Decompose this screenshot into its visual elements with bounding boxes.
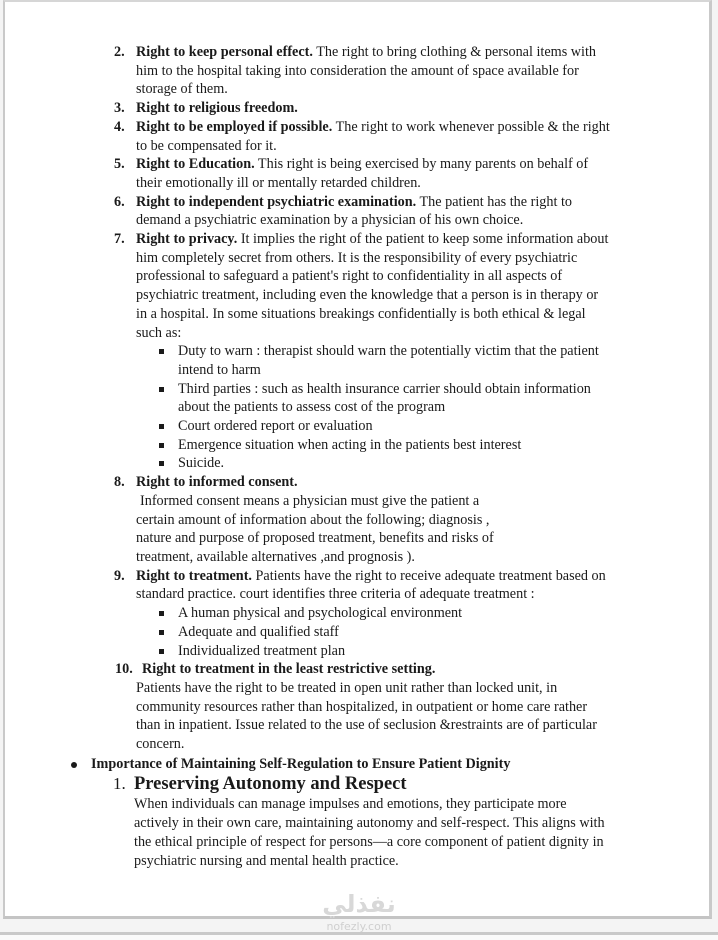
round-bullet-icon: [71, 762, 77, 768]
item-line: storage of them.: [136, 81, 228, 98]
item-title: Right to informed consent.: [136, 474, 298, 491]
item-number: 4.: [114, 118, 125, 135]
right-item-7: [5, 230, 714, 342]
item-title: Right to Education.: [136, 156, 255, 173]
item-line: Right to Education. This right is being exercised by many parents on behalf of: [136, 156, 589, 173]
item-line: Right to keep personal effect. The right to bring clothing & personal items with: [136, 44, 596, 60]
least-restrictive-paragraph: Patients have the right to be treated in open unit rather than locked unit, in community resources rather than hospitalized, in outpatient or home care rather than in inpatient. Issue related to the use of seclusion &restraints are of particular concern.: [136, 679, 597, 753]
square-bullet-icon: [159, 630, 164, 635]
item-line: [136, 99, 688, 118]
watermark-url: nofezly.com: [326, 920, 392, 933]
right-item-10: [5, 660, 714, 679]
sub-bullet-item: Third parties : such as health insurance carrier should obtain information about the patients to assess cost of the program: [5, 380, 714, 417]
item-line: Right to privacy. It implies the right of the patient to keep some information about: [136, 231, 609, 248]
item-line: Right to independent psychiatric examination. The patient has the right to: [136, 193, 572, 210]
item-line: Right to treatment. Patients have the right to receive adequate treatment based on: [136, 567, 606, 584]
section-heading: Importance of Maintaining Self-Regulation to Ensure Patient Dignity: [5, 755, 714, 774]
informed-consent-paragraph: Informed consent means a physician must give the patient a certain amount of information about the following; diagnosis , nature and purpose of proposed treatment, benefits and risks of treatment, available alternatives ,and prognosis ).: [136, 492, 494, 565]
right-item-2: [5, 43, 714, 99]
right-item-3: [5, 99, 714, 118]
sub-bullet-item: Court ordered report or evaluation: [5, 417, 714, 436]
subsection-number: 1.: [113, 774, 126, 794]
item-line: [136, 473, 688, 492]
sub-bullet-item: A human physical and psychological environment: [5, 604, 714, 623]
item-line: [136, 660, 688, 679]
square-bullet-icon: [159, 349, 164, 354]
item-title: Right to treatment.: [136, 567, 252, 584]
square-bullet-icon: [159, 424, 164, 429]
item-line: such as:: [136, 324, 182, 341]
sub-bullet-item: Emergence situation when acting in the patients best interest: [5, 436, 714, 455]
square-bullet-icon: [159, 387, 164, 392]
subsection-title: 1. Preserving Autonomy and Respect: [113, 774, 407, 795]
item-line: psychiatric treatment, including even the knowledge that a person is in therapy or: [136, 287, 599, 304]
item-number: 7.: [114, 231, 125, 248]
item-line: him to the hospital taking into consideration the amount of space available for: [136, 62, 579, 79]
item-number: 9.: [114, 567, 125, 584]
item-number: 10.: [115, 661, 133, 678]
square-bullet-icon: [159, 649, 164, 654]
item-line: him completely secret from others. It is the responsibility of every psychiatric: [136, 249, 578, 266]
sub-bullet-item: Adequate and qualified staff: [5, 623, 714, 642]
item-line: professional to safeguard a patient's right to confidentiality in all aspects of: [136, 268, 563, 285]
sub-bullet-item: Suicide.: [5, 454, 714, 473]
item-title: Right to independent psychiatric examination.: [136, 193, 417, 210]
right-item-6: [5, 193, 714, 230]
item-line: in a hospital. In some situations breakings confidentially is both ethical & legal: [136, 305, 586, 322]
item-title: Right to treatment in the least restrictive setting.: [142, 661, 436, 678]
square-bullet-icon: [159, 461, 164, 466]
watermark-arabic: نفذلي: [322, 890, 396, 918]
right-item-8: [5, 473, 714, 492]
item-number: 6.: [114, 193, 125, 210]
sub-bullet-item: Individualized treatment plan: [5, 642, 714, 661]
square-bullet-icon: [159, 443, 164, 448]
item-title: Right to keep personal effect.: [136, 44, 313, 60]
item-line: demand a psychiatric examination by a physician of his own choice.: [136, 212, 524, 229]
right-item-9: [5, 567, 714, 604]
item-title: Right to privacy.: [136, 231, 238, 248]
item-line: standard practice. court identifies three criteria of adequate treatment :: [136, 586, 535, 603]
item-title: Right to be employed if possible.: [136, 118, 333, 135]
next-page-edge: [0, 932, 718, 940]
autonomy-paragraph: When individuals can manage impulses and emotions, they participate more actively in their own care, maintaining autonomy and self-respect. This aligns with the ethical principle of respect for persons—a core component of patient dignity in psychiatric nursing and mental health practice.: [134, 796, 605, 869]
item-number: 3.: [114, 100, 125, 117]
right-item-4: [5, 118, 714, 155]
sub-bullet-item: Duty to warn : therapist should warn the potentially victim that the patient intend to harm: [5, 342, 714, 379]
item-line: to be compensated for it.: [136, 137, 277, 154]
item-number: 2.: [114, 44, 125, 60]
document-page: [3, 0, 712, 919]
document-content: [5, 43, 714, 870]
item-line: their emotionally ill or mentally retarded children.: [136, 174, 421, 191]
right-item-5: [5, 155, 714, 192]
item-line: Right to be employed if possible. The right to work whenever possible & the right: [136, 118, 610, 135]
square-bullet-icon: [159, 611, 164, 616]
item-number: 5.: [114, 156, 125, 173]
item-number: 8.: [114, 474, 125, 491]
item-title: Right to religious freedom.: [136, 100, 298, 117]
